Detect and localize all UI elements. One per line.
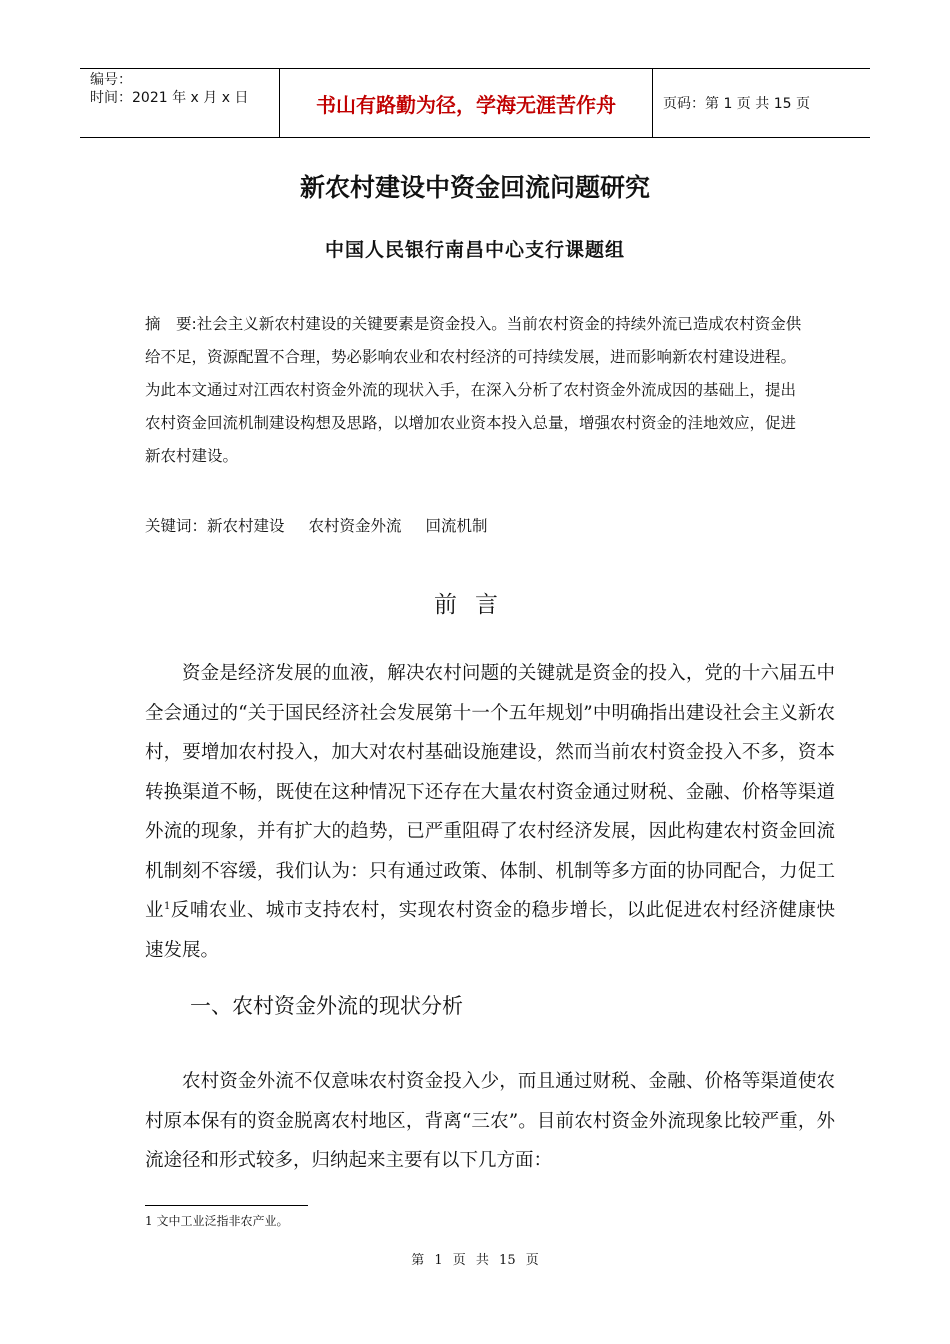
code-label: 编号： [90, 72, 132, 88]
keywords-label: 关键词： [145, 517, 208, 535]
header-left-cell [80, 69, 280, 137]
footnote: 1 文中工业泛指非农产业。 [145, 1214, 289, 1228]
date-label: 时间：2021 年 x 月 x 日 [90, 90, 249, 106]
keyword-item: 新农村建设 [207, 517, 285, 535]
footnote-divider [145, 1205, 308, 1206]
keyword-item: 回流机制 [425, 517, 488, 535]
preface-text-a: 资金是经济发展的血液，解决农村问题的关键就是资金的投入，党的十六届五中全会通过的“关于国民经济社会发展第十一个五年规划”中明确指出建设社会主义新农村，要增加农村投入，加大对农村基础设施建设，然而当前农村资金投入不多，资本转换渠道不畅，既使在这种情况下还存在大量农村资金通过财税、金融、价格等渠道外流的现象，并有扩大的趋势，已严重阻碍了农村经济发展，因此构建农村资金回流机制刻不容缓，我们认为：只有通过政策、体制、机制等多方面的协同配合，力促工业 [145, 663, 835, 921]
section-paragraph: 农村资金外流不仅意味农村资金投入少，而且通过财税、金融、价格等渠道使农村原本保有的资金脱离农村地区，背离“三农”。目前农村资金外流现象比较严重，外流途径和形式较多，归纳起来主要有以下几方面： [145, 1071, 835, 1171]
page-footer: 第 1 页 共 15 页 [411, 1253, 539, 1268]
abstract-text: :社会主义新农村建设的关键要素是资金投入。当前农村资金的持续外流已造成农村资金供给不足，资源配置不合理，势必影响农业和农村经济的可持续发展，进而影响新农村建设进程。为此本文通过对江西农村资金外流的现状入手，在深入分析了农村资金外流成因的基础上，提出农村资金回流机制建设构想及思路，以增加农业资本投入总量，增强农村资金的洼地效应，促进新农村建设。 [145, 315, 802, 465]
abstract-label: 摘 要 [145, 315, 192, 333]
keyword-item: 农村资金外流 [308, 517, 402, 535]
document-author: 中国人民银行南昌中心支行课题组 [324, 239, 625, 261]
header-table [80, 68, 870, 138]
motto: 书山有路勤为径，学海无涯苦作舟 [280, 69, 653, 137]
preface-text-b: 反哺农业、城市支持农村，实现农村资金的稳步增长，以此促进农村经济健康快速发展。 [145, 900, 835, 961]
keywords [145, 514, 512, 536]
preface-heading: 前言 [434, 592, 516, 618]
document-title: 新农村建设中资金回流问题研究 [299, 173, 650, 202]
abstract [145, 308, 810, 473]
page-info: 页码：第 1 页 共 15 页 [663, 96, 810, 112]
section-heading: 一、农村资金外流的现状分析 [190, 994, 463, 1018]
preface-paragraph [145, 654, 835, 970]
footnote-mark[interactable]: 1 [164, 900, 171, 912]
